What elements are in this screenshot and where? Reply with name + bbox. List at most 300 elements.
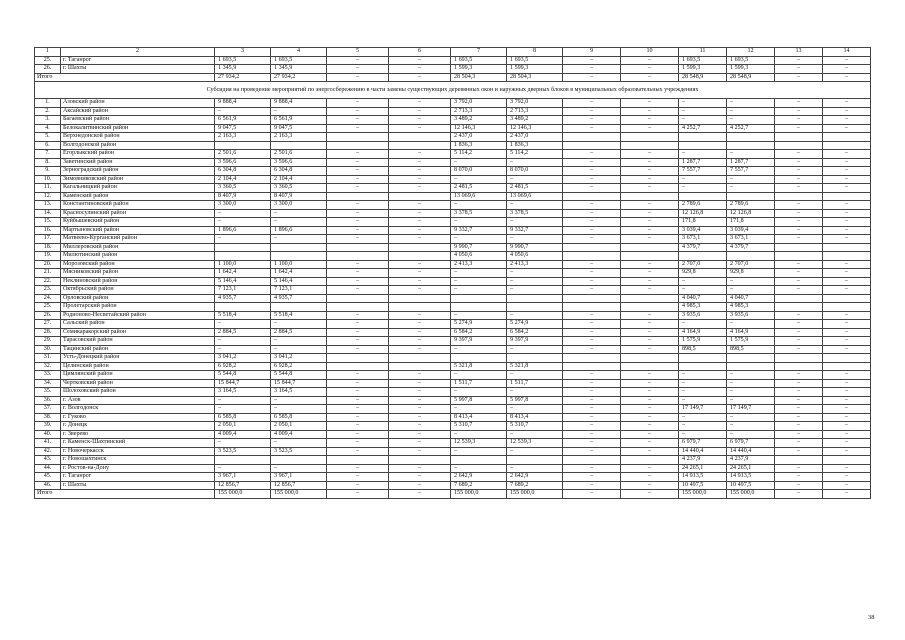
table-cell: – <box>775 73 823 82</box>
table-cell: 5 997,8 <box>507 396 563 405</box>
table-cell: 7 689,2 <box>507 481 563 490</box>
table-cell: – <box>775 413 823 422</box>
table-cell: – <box>621 277 679 286</box>
table-cell: – <box>775 345 823 354</box>
table-cell: – <box>621 56 679 65</box>
table-cell: – <box>823 311 871 320</box>
table-cell: – <box>775 388 823 397</box>
column-number: 8 <box>507 48 563 57</box>
table-cell: – <box>389 311 451 320</box>
table-cell: 9 888,4 <box>271 99 327 108</box>
table-cell: 39. <box>35 422 61 431</box>
table-row <box>35 201 871 210</box>
table-cell: – <box>271 464 327 473</box>
table-row <box>35 430 871 439</box>
table-cell: 1 836,3 <box>451 141 507 150</box>
table-cell <box>775 252 823 261</box>
table-cell: 4 237,9 <box>727 456 775 465</box>
table-cell: 4 164,9 <box>727 328 775 337</box>
table-cell: – <box>327 430 389 439</box>
table-cell: – <box>775 320 823 329</box>
table-cell: 10. <box>35 175 61 184</box>
table-cell <box>327 243 389 252</box>
table-cell: – <box>389 116 451 125</box>
table-cell: – <box>775 371 823 380</box>
table-cell: 3 596,6 <box>215 158 271 167</box>
table-cell: Азовский район <box>61 99 215 108</box>
table-cell: – <box>451 175 507 184</box>
table-cell: – <box>507 447 563 456</box>
table-cell: 2 104,4 <box>271 175 327 184</box>
table-cell <box>271 141 327 150</box>
table-cell: – <box>621 235 679 244</box>
table-cell <box>621 354 679 363</box>
table-cell <box>775 303 823 312</box>
table-cell: – <box>451 371 507 380</box>
table-cell: г. Новочеркасск <box>61 447 215 456</box>
table-cell: – <box>727 320 775 329</box>
table-cell <box>775 456 823 465</box>
table-cell: – <box>621 379 679 388</box>
table-cell: 3 039,4 <box>679 226 727 235</box>
table-cell <box>775 133 823 142</box>
table-cell <box>823 252 871 261</box>
table-cell <box>621 252 679 261</box>
table-cell: – <box>507 405 563 414</box>
table-cell: Егорлыкский район <box>61 150 215 159</box>
table-cell <box>679 133 727 142</box>
table-cell: 6. <box>35 141 61 150</box>
table-cell: – <box>563 175 621 184</box>
table-cell: 898,5 <box>727 345 775 354</box>
table-cell: 5 310,7 <box>451 422 507 431</box>
table-cell: – <box>621 464 679 473</box>
table-row <box>35 405 871 414</box>
table-cell: 3 489,2 <box>451 116 507 125</box>
table-cell <box>327 354 389 363</box>
table-cell: 10 497,5 <box>727 481 775 490</box>
table-cell: 31. <box>35 354 61 363</box>
table-row <box>35 150 871 159</box>
table-cell: 2 713,3 <box>507 107 563 116</box>
table-cell: – <box>327 345 389 354</box>
column-number: 10 <box>621 48 679 57</box>
table-cell: г. Каменск-Шахтинский <box>61 439 215 448</box>
table-row <box>35 481 871 490</box>
table-cell: – <box>389 277 451 286</box>
table-cell: – <box>621 218 679 227</box>
table-cell: – <box>327 235 389 244</box>
table-cell: – <box>679 396 727 405</box>
table-cell: – <box>215 235 271 244</box>
table-cell: 7. <box>35 150 61 159</box>
table-cell: – <box>823 439 871 448</box>
table-cell: 2 789,6 <box>727 201 775 210</box>
table-cell: – <box>823 226 871 235</box>
table-cell: Мясниковский район <box>61 269 215 278</box>
table-cell: Целинский район <box>61 362 215 371</box>
table-cell: – <box>621 371 679 380</box>
table-cell <box>507 354 563 363</box>
table-cell: – <box>451 311 507 320</box>
table-row <box>35 396 871 405</box>
column-number: 14 <box>823 48 871 57</box>
table-cell: Итого <box>35 490 215 499</box>
table-cell: 1 345,9 <box>215 65 271 74</box>
table-cell: 15. <box>35 218 61 227</box>
table-cell <box>327 133 389 142</box>
table-cell: 4 040,7 <box>727 294 775 303</box>
table-cell: 4 379,7 <box>679 243 727 252</box>
table-cell: – <box>563 116 621 125</box>
table-cell <box>389 133 451 142</box>
table-cell <box>451 303 507 312</box>
table-cell <box>507 294 563 303</box>
table-cell: Каменский район <box>61 192 215 201</box>
table-cell: Кагальницкий район <box>61 184 215 193</box>
table-cell: – <box>775 379 823 388</box>
table-cell <box>563 456 621 465</box>
table-cell: 155 000,0 <box>215 490 271 499</box>
table-cell <box>389 362 451 371</box>
table-cell: – <box>389 65 451 74</box>
table-cell: 3 792,0 <box>507 99 563 108</box>
table-cell: – <box>679 320 727 329</box>
table-row <box>35 422 871 431</box>
table-cell: – <box>679 379 727 388</box>
table-cell: – <box>389 184 451 193</box>
table-cell: 12 126,8 <box>679 209 727 218</box>
table-cell: – <box>621 439 679 448</box>
table-cell <box>507 456 563 465</box>
table-cell: – <box>621 201 679 210</box>
column-number: 7 <box>451 48 507 57</box>
table-cell: – <box>389 175 451 184</box>
table-cell: – <box>823 345 871 354</box>
table-cell: 5 114,2 <box>451 150 507 159</box>
table-cell: – <box>451 286 507 295</box>
table-cell: 1 287,7 <box>679 158 727 167</box>
table-cell: – <box>389 209 451 218</box>
table-cell <box>389 354 451 363</box>
table-cell: 13 069,6 <box>507 192 563 201</box>
table-cell: – <box>621 269 679 278</box>
table-cell: – <box>327 328 389 337</box>
table-cell: – <box>621 413 679 422</box>
table-cell: – <box>507 201 563 210</box>
table-cell: – <box>621 422 679 431</box>
table-cell: 1 896,6 <box>271 226 327 235</box>
table-cell: – <box>775 439 823 448</box>
table-cell: – <box>563 260 621 269</box>
table-cell: – <box>621 311 679 320</box>
table-cell: Верхнедонской район <box>61 133 215 142</box>
table-row <box>35 337 871 346</box>
table-cell <box>727 133 775 142</box>
table-cell: 10 497,5 <box>679 481 727 490</box>
table-row <box>35 379 871 388</box>
table-cell: – <box>823 73 871 82</box>
table-cell: 2 707,0 <box>727 260 775 269</box>
table-cell <box>389 294 451 303</box>
table-cell: 3 523,5 <box>271 447 327 456</box>
table-cell: – <box>563 371 621 380</box>
table-cell: 9 397,9 <box>507 337 563 346</box>
table-cell: – <box>823 447 871 456</box>
table-cell: Тацинский район <box>61 345 215 354</box>
table-cell: – <box>327 209 389 218</box>
table-cell: – <box>823 209 871 218</box>
table-cell: – <box>215 218 271 227</box>
table-cell: – <box>563 430 621 439</box>
table-cell <box>679 141 727 150</box>
table-cell: – <box>775 209 823 218</box>
table-row <box>35 303 871 312</box>
table-cell: Чертковский район <box>61 379 215 388</box>
table-cell: – <box>679 371 727 380</box>
table-cell: – <box>507 286 563 295</box>
table-cell: – <box>679 422 727 431</box>
table-row <box>35 99 871 108</box>
table-cell: – <box>563 447 621 456</box>
table-cell: – <box>823 430 871 439</box>
table-cell: 7 689,2 <box>451 481 507 490</box>
table-cell: – <box>823 320 871 329</box>
table-cell: – <box>389 73 451 82</box>
table-cell: – <box>563 73 621 82</box>
table-row <box>35 116 871 125</box>
table-cell: г. Зверево <box>61 430 215 439</box>
table-cell: – <box>327 218 389 227</box>
table-cell: – <box>215 345 271 354</box>
table-cell: 5 997,8 <box>451 396 507 405</box>
table-row <box>35 447 871 456</box>
table-cell: Морозовский район <box>61 260 215 269</box>
table-cell: – <box>679 107 727 116</box>
table-cell: Шолоховский район <box>61 388 215 397</box>
table-cell: – <box>775 464 823 473</box>
table-cell: 12 856,7 <box>271 481 327 490</box>
table-cell: – <box>563 328 621 337</box>
table-cell: – <box>823 150 871 159</box>
table-cell: 3 596,6 <box>271 158 327 167</box>
page-number: 38 <box>868 614 875 621</box>
table-cell: 6 928,2 <box>271 362 327 371</box>
table-cell: 4 050,6 <box>507 252 563 261</box>
table-cell: – <box>727 396 775 405</box>
table-cell: – <box>775 481 823 490</box>
table-cell: – <box>215 405 271 414</box>
table-cell: 9 047,5 <box>271 124 327 133</box>
table-cell: – <box>215 209 271 218</box>
table-cell: Пролетарский район <box>61 303 215 312</box>
table-row <box>35 209 871 218</box>
table-cell: 1 599,3 <box>727 65 775 74</box>
table-cell: – <box>507 277 563 286</box>
table-cell: 12 539,3 <box>507 439 563 448</box>
table-cell: Тарасовский район <box>61 337 215 346</box>
table-cell: – <box>327 439 389 448</box>
table-cell: – <box>621 286 679 295</box>
table-cell: – <box>563 345 621 354</box>
table-cell: 4 009,4 <box>271 430 327 439</box>
table-cell: 1 575,9 <box>727 337 775 346</box>
table-cell: – <box>727 430 775 439</box>
table-cell: – <box>327 447 389 456</box>
table-cell: – <box>679 99 727 108</box>
table-cell: 5 518,4 <box>271 311 327 320</box>
table-cell: 4 935,7 <box>271 294 327 303</box>
table-row <box>35 158 871 167</box>
table-cell: – <box>775 116 823 125</box>
table-cell <box>823 243 871 252</box>
table-cell: – <box>823 116 871 125</box>
table-row <box>35 133 871 142</box>
table-cell: – <box>563 311 621 320</box>
table-cell <box>823 192 871 201</box>
table-cell: – <box>389 379 451 388</box>
table-cell: – <box>823 405 871 414</box>
table-row <box>35 345 871 354</box>
table-cell: 4 252,7 <box>727 124 775 133</box>
table-cell: – <box>679 388 727 397</box>
table-cell: 3 967,1 <box>271 473 327 482</box>
table-cell: – <box>563 158 621 167</box>
table-cell: г. Новошахтинск <box>61 456 215 465</box>
table-row <box>35 167 871 176</box>
table-cell: – <box>775 184 823 193</box>
table-cell <box>727 362 775 371</box>
table-row <box>35 235 871 244</box>
table-cell: – <box>327 413 389 422</box>
table-cell: – <box>775 328 823 337</box>
table-cell: – <box>727 286 775 295</box>
table-cell: 9. <box>35 167 61 176</box>
table-cell: – <box>727 150 775 159</box>
table-cell: – <box>215 396 271 405</box>
table-cell: – <box>823 388 871 397</box>
table-cell: – <box>823 490 871 499</box>
table-cell: 16. <box>35 226 61 235</box>
table-cell: 3 300,0 <box>215 201 271 210</box>
table-cell: – <box>507 269 563 278</box>
table-cell: 6 584,2 <box>507 328 563 337</box>
table-cell: – <box>507 235 563 244</box>
table-cell: – <box>563 439 621 448</box>
table-cell: – <box>727 422 775 431</box>
table-cell: – <box>327 337 389 346</box>
table-cell: – <box>215 107 271 116</box>
table-cell: – <box>563 235 621 244</box>
table-cell: 12 146,3 <box>507 124 563 133</box>
table-cell: – <box>679 150 727 159</box>
table-cell: 4 252,7 <box>679 124 727 133</box>
table-cell: 9 990,7 <box>507 243 563 252</box>
table-cell: – <box>727 413 775 422</box>
table-cell: – <box>271 345 327 354</box>
table-cell: – <box>451 218 507 227</box>
table-cell: 1 345,9 <box>271 65 327 74</box>
table-cell: 7 557,7 <box>679 167 727 176</box>
table-cell: 3 523,5 <box>215 447 271 456</box>
table-cell: 4 985,3 <box>679 303 727 312</box>
table-row <box>35 260 871 269</box>
column-number: 4 <box>271 48 327 57</box>
table-cell: 4 379,7 <box>727 243 775 252</box>
table-cell: – <box>389 167 451 176</box>
table-cell: – <box>775 430 823 439</box>
table-cell: – <box>327 150 389 159</box>
table-cell: 3 967,1 <box>215 473 271 482</box>
table-cell: 1 599,3 <box>451 65 507 74</box>
table-cell: – <box>775 150 823 159</box>
table-cell: – <box>679 116 727 125</box>
table-cell: – <box>563 269 621 278</box>
table-cell: – <box>621 150 679 159</box>
column-number: 9 <box>563 48 621 57</box>
table-cell: 8 413,4 <box>507 413 563 422</box>
table-cell: 6 584,2 <box>451 328 507 337</box>
table-cell <box>727 354 775 363</box>
section-title: Субсидия на проведение мероприятий по энергосбережению в части замены существующих деревянных окон и наружных дверных блоков в муниципальных образовательных учреждениях <box>35 82 871 99</box>
table-cell: – <box>451 345 507 354</box>
column-number: 6 <box>389 48 451 57</box>
table-cell: 5 310,7 <box>507 422 563 431</box>
column-number: 5 <box>327 48 389 57</box>
table-cell: – <box>389 99 451 108</box>
table-cell: 1. <box>35 99 61 108</box>
table-cell: – <box>679 184 727 193</box>
table-cell: 9 332,7 <box>507 226 563 235</box>
table-cell: 2 104,4 <box>215 175 271 184</box>
table-cell: – <box>327 379 389 388</box>
table-cell: 38. <box>35 413 61 422</box>
table-cell: 6 585,8 <box>271 413 327 422</box>
table-cell: 37. <box>35 405 61 414</box>
table-cell: 18. <box>35 243 61 252</box>
table-cell: – <box>621 99 679 108</box>
table-cell: – <box>775 201 823 210</box>
table-cell: 3 378,5 <box>507 209 563 218</box>
table-cell: г. Шахты <box>61 65 215 74</box>
table-cell: 14 440,4 <box>727 447 775 456</box>
table-row <box>35 456 871 465</box>
table-cell: Зимовниковский район <box>61 175 215 184</box>
table-cell: – <box>507 388 563 397</box>
table-row <box>35 107 871 116</box>
table-cell: – <box>823 277 871 286</box>
table-cell: г. Волгодонск <box>61 405 215 414</box>
table-cell: – <box>775 447 823 456</box>
table-cell: – <box>621 226 679 235</box>
table-cell: – <box>563 286 621 295</box>
table-cell: Аксайский район <box>61 107 215 116</box>
table-cell: – <box>775 311 823 320</box>
table-cell: – <box>727 116 775 125</box>
table-cell: 929,8 <box>727 269 775 278</box>
table-cell <box>563 354 621 363</box>
table-cell: – <box>389 328 451 337</box>
table-cell <box>679 362 727 371</box>
table-cell: – <box>563 320 621 329</box>
table-cell: 42. <box>35 447 61 456</box>
table-cell <box>621 294 679 303</box>
table-cell: 45. <box>35 473 61 482</box>
table-cell: 7 123,1 <box>215 286 271 295</box>
table-cell: – <box>389 405 451 414</box>
table-cell: – <box>389 107 451 116</box>
table-cell: 34. <box>35 379 61 388</box>
